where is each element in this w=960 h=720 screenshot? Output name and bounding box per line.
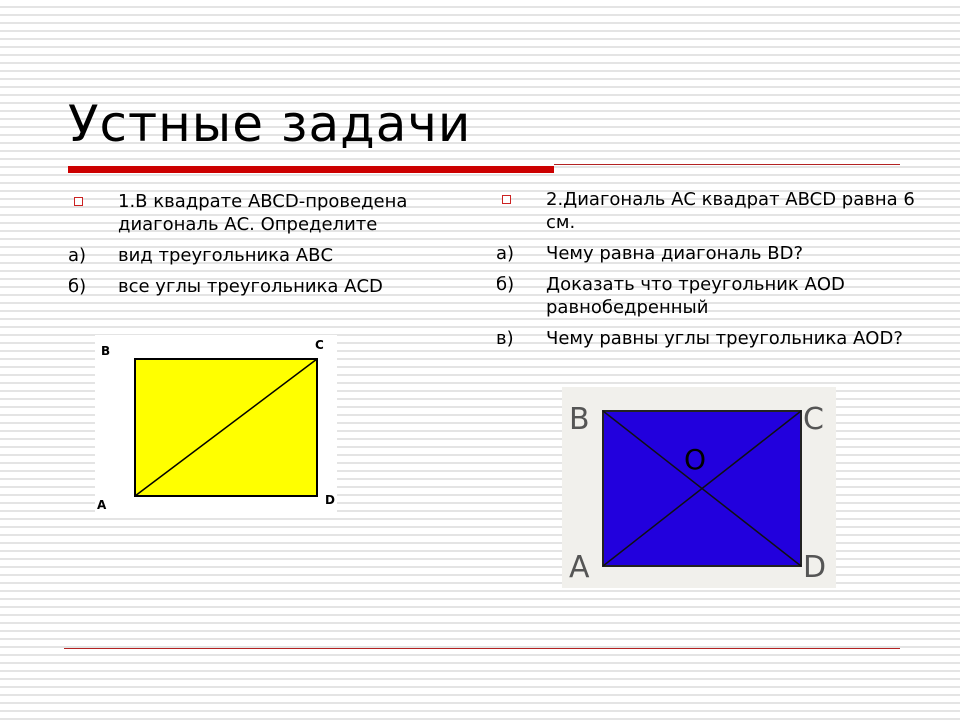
left-column [68, 190, 468, 306]
right-subitem-a-text: Чему равна диагональ ВD? [546, 243, 803, 264]
right-task-bullet [496, 188, 916, 234]
square-bullet-icon [74, 197, 83, 206]
vertex-label-d: D [803, 550, 827, 585]
vertex-label-b: B [101, 344, 111, 358]
right-subitem-c-marker: в) [496, 328, 514, 349]
right-column [496, 188, 916, 358]
vertex-label-a: A [97, 498, 107, 512]
left-task-text: 1.В квадрате ABCD-проведена диагональ АС. Определите [118, 191, 408, 235]
right-subitem-b-marker: б) [496, 274, 515, 295]
right-subitem-a-marker: а) [496, 243, 515, 264]
center-label-o: O [684, 443, 707, 476]
yellow-square-diagram [95, 335, 337, 516]
square-bullet-icon [502, 195, 511, 204]
left-subitem-b [68, 275, 468, 298]
slide-title: Устные задачи [68, 95, 472, 153]
footer-divider-line [64, 648, 900, 649]
title-accent-bar [68, 166, 554, 173]
right-subitem-c [496, 327, 916, 350]
right-subitem-a [496, 242, 916, 265]
left-subitem-a-text: вид треугольника АВС [118, 245, 334, 266]
right-subitem-c-text: Чему равны углы треугольника АОD? [546, 328, 903, 349]
left-subitem-a [68, 244, 468, 267]
vertex-label-a: A [569, 550, 590, 585]
left-subitem-b-text: все углы треугольника АСD [118, 276, 383, 297]
vertex-label-d: D [325, 493, 335, 507]
vertex-label-c: C [315, 338, 324, 352]
blue-square-figure [562, 387, 836, 588]
blue-square-diagram [562, 387, 836, 588]
yellow-square-figure [95, 335, 337, 516]
right-task-text: 2.Диагональ АС квадрат ABCD равна 6 см. [546, 189, 915, 233]
right-subitem-b [496, 273, 916, 319]
vertex-label-b: B [569, 402, 590, 437]
vertex-label-c: C [803, 402, 824, 437]
left-subitem-a-marker: а) [68, 245, 87, 266]
right-subitem-b-text: Доказать что треугольник АОD равнобедренный [546, 274, 845, 318]
left-task-bullet [68, 190, 468, 236]
left-subitem-b-marker: б) [68, 276, 87, 297]
title-divider-line [554, 164, 900, 165]
